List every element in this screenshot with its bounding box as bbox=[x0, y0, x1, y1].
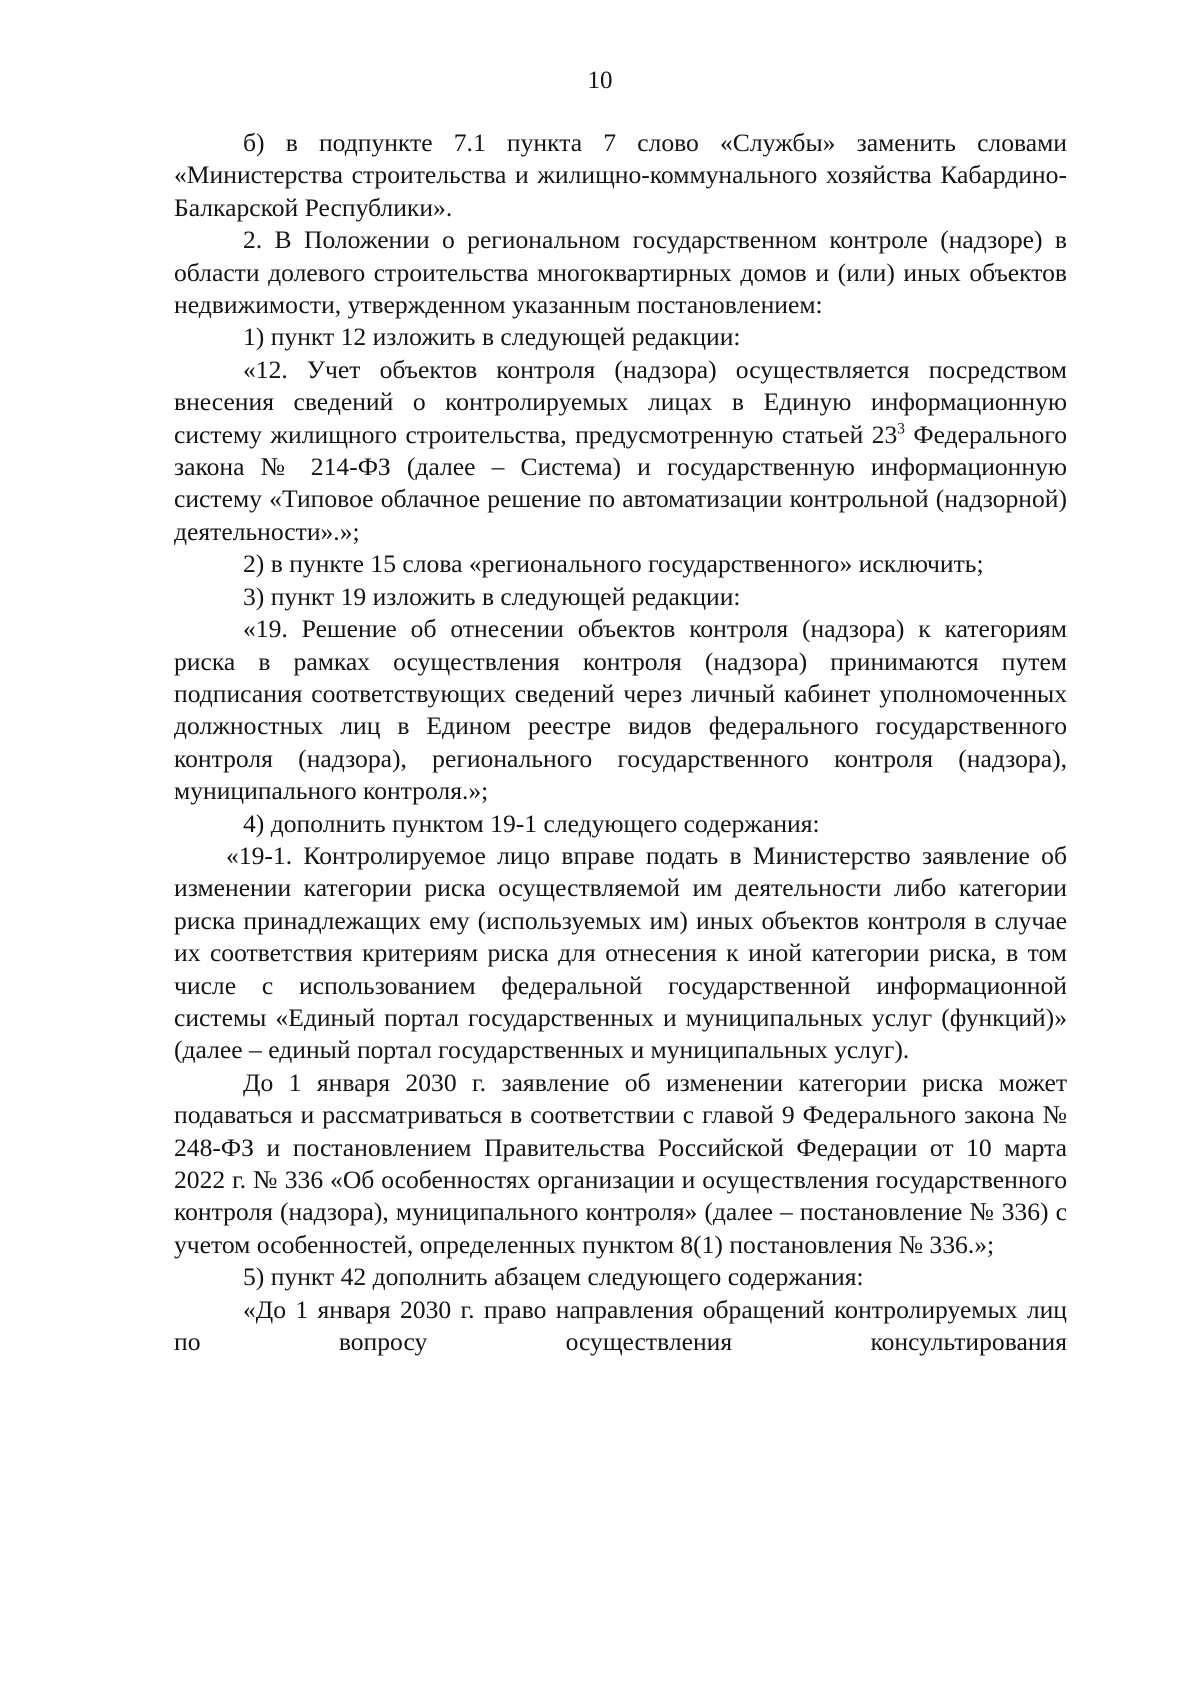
quote-12-text-before: «12. Учет объектов контроля (надзора) осуществляется посредством внесения сведений о контролируемых лицах в Единую информационную систему жилищного строительства, предусмотренную статьей 23 bbox=[174, 354, 1067, 449]
paragraph-subitem-3: 3) пункт 19 изложить в следующей редакции: bbox=[243, 581, 741, 611]
paragraph-subitem-2: 2) в пункте 15 слова «регионального государственного» исключить; bbox=[243, 549, 984, 579]
paragraph-item-2: 2. В Положении о региональном государственном контроле (надзоре) в области долевого строительства многоквартирных домов и (или) иных объектов недвижимости, утвержденном указанным постановлением: bbox=[174, 225, 1067, 320]
paragraph-subitem-4: 4) дополнить пунктом 19-1 следующего содержания: bbox=[243, 808, 820, 838]
quote-12-text-after: Федерального закона № 214-ФЗ (далее – Система) и государственную информационную систему «Типовое облачное решение по автоматизации контрольной (надзорной) деятельности».»; bbox=[174, 419, 1067, 546]
paragraph-quote-19-1: «19-1. Контролируемое лицо вправе подать в Министерство заявление об изменении категории риска осуществляемой им деятельности либо категории риска принадлежащих ему (используемых им) иных объектов контроля в случае их соответствия критериям риска для отнесения к иной категории риска, в том числе с использованием федеральной государственной информационной системы «Единый портал государственных и муниципальных услуг (функций)» (далее – единый портал государственных и муниципальных услуг). bbox=[174, 840, 1067, 1065]
paragraph-item-b: б) в подпункте 7.1 пункта 7 слово «Службы» заменить словами «Министерства строительства и жилищно-коммунального хозяйства Кабардино-Балкарской Республики». bbox=[174, 128, 1067, 222]
paragraph-transition-2030: До 1 января 2030 г. заявление об изменении категории риска может подаваться и рассматриваться в соответствии с главой 9 Федерального закона № 248-ФЗ и постановлением Правительства Российской Федерации от 10 марта 2022 г. № 336 «Об особенностях организации и осуществления государственного контроля (надзора), муниципального контроля» (далее – постановление № 336) с учетом особенностей, определенных пунктом 8(1) постановления № 336.»; bbox=[174, 1067, 1067, 1259]
document-body bbox=[174, 127, 1067, 1358]
paragraph-subitem-5: 5) пункт 42 дополнить абзацем следующего содержания: bbox=[243, 1262, 864, 1292]
page-number: 10 bbox=[587, 67, 613, 94]
quote-12-superscript: 3 bbox=[897, 420, 905, 438]
paragraph-quote-19: «19. Решение об отнесении объектов контроля (надзора) к категориям риска в рамках осуществления контроля (надзора) принимаются путем подписания соответствующих сведений через личный кабинет уполномоченных должностных лиц в Едином реестре видов федерального государственного контроля (надзора), регионального государственного контроля (надзора), муниципального контроля.»; bbox=[174, 614, 1067, 806]
paragraph-quote-12 bbox=[174, 354, 1067, 548]
paragraph-subitem-1: 1) пункт 12 изложить в следующей редакции: bbox=[243, 322, 741, 352]
paragraph-quote-42: «До 1 января 2030 г. право направления обращений контролируемых лиц по вопросу осуществления консультирования bbox=[174, 1294, 1067, 1357]
